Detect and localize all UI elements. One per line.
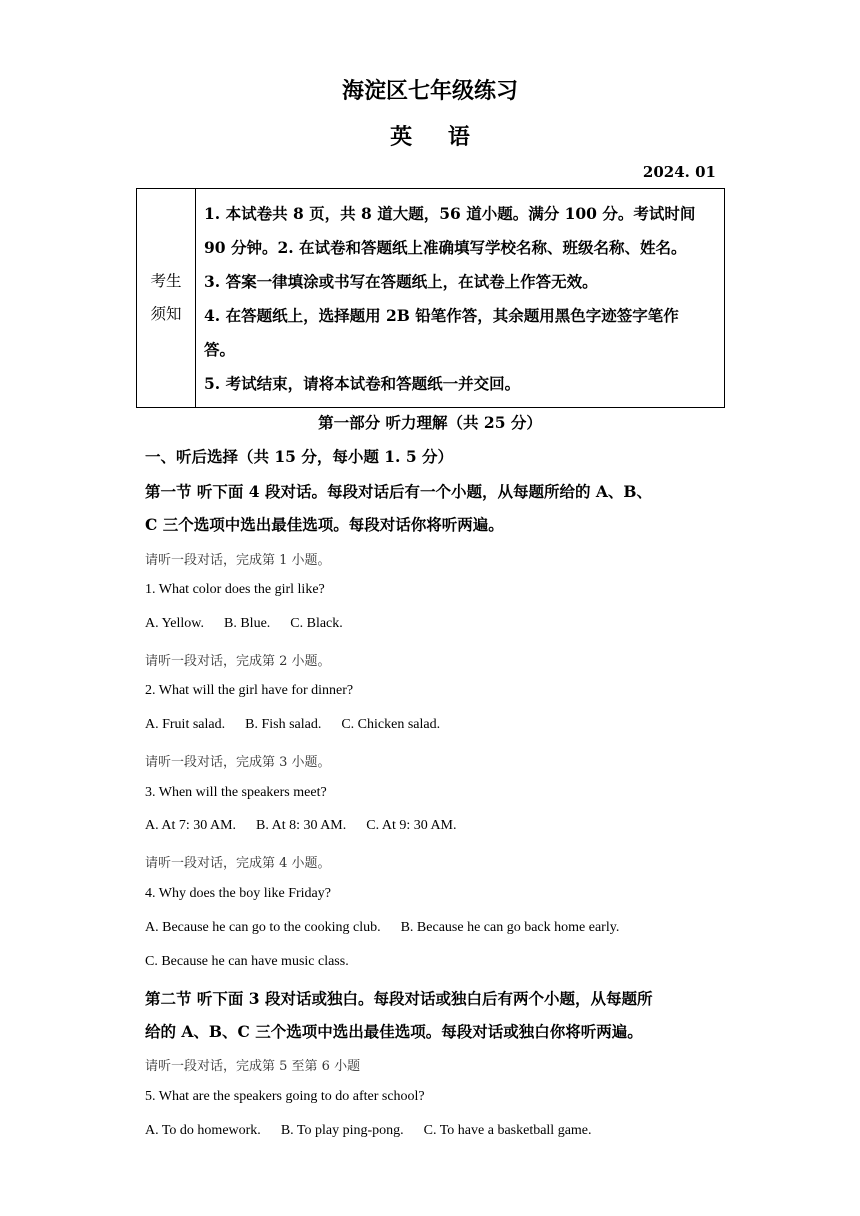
q1-option-a: A. Yellow. [145, 616, 204, 631]
notice-label-line: 考生 [150, 272, 182, 290]
q5-question: 5. What are the speakers going to do after school? [145, 1089, 425, 1104]
section-title: 一、听后选择（共 15 分，每小题 1. 5 分） [145, 447, 454, 466]
notice-line: 90 分钟。2. 在试卷和答题纸上准确填写学校名称、班级名称、姓名。 [204, 238, 687, 257]
q3-intro: 请听一段对话，完成第 3 小题。 [145, 755, 331, 770]
q2-options [145, 717, 460, 733]
q5-option-c: C. To have a basketball game. [423, 1123, 592, 1138]
q1-question: 1. What color does the girl like? [145, 582, 325, 597]
q5-intro: 请听一段对话，完成第 5 至第 6 小题 [145, 1059, 361, 1074]
section2-instructions: 第二节 听下面 3 段对话或独白。每段对话或独白后有两个小题，从每题所 [145, 989, 653, 1008]
q2-question: 2. What will the girl have for dinner? [145, 683, 354, 698]
q4-option-c: C. Because he can have music class. [145, 954, 349, 969]
q4-option-b: B. Because he can go back home early. [400, 920, 620, 935]
q4-options [145, 920, 639, 936]
notice-line: 1. 本试卷共 8 页，共 8 道大题，56 道小题。满分 100 分。考试时间 [204, 204, 696, 223]
q1-options [145, 616, 363, 632]
notice-line: 5. 考试结束，请将本试卷和答题纸一并交回。 [204, 374, 521, 393]
q3-option-a: A. At 7: 30 AM. [145, 818, 237, 833]
part-heading: 第一部分 听力理解（共 25 分） [318, 413, 542, 432]
notice-label-line: 须知 [150, 305, 182, 323]
q1-option-c: C. Black. [290, 616, 343, 631]
exam-date: 2024. 01 [642, 163, 716, 181]
subject-title: 英 语 [390, 124, 484, 150]
notice-line: 答。 [204, 340, 236, 359]
q4-question: 4. Why does the boy like Friday? [145, 886, 331, 901]
q3-question: 3. When will the speakers meet? [145, 785, 327, 800]
notice-line: 4. 在答题纸上，选择题用 2B 铅笔作答，其余题用黑色字迹签字笔作 [204, 306, 679, 325]
section2-instructions: 给的 A、B、C 三个选项中选出最佳选项。每段对话或独白你将听两遍。 [145, 1022, 643, 1041]
q2-option-c: C. Chicken salad. [341, 717, 441, 732]
q2-option-b: B. Fish salad. [245, 717, 322, 732]
q3-option-c: C. At 9: 30 AM. [366, 818, 457, 833]
notice-label [137, 189, 196, 408]
section1-instructions: 第一节 听下面 4 段对话。每段对话后有一个小题，从每题所给的 A、B、 [145, 482, 652, 501]
q5-option-a: A. To do homework. [145, 1123, 261, 1138]
notice-content [196, 189, 725, 408]
q4-option-a: A. Because he can go to the cooking club. [145, 920, 381, 935]
q1-intro: 请听一段对话，完成第 1 小题。 [145, 553, 331, 568]
q2-intro: 请听一段对话，完成第 2 小题。 [145, 654, 331, 669]
q3-options [145, 818, 477, 834]
q2-option-a: A. Fruit salad. [145, 717, 226, 732]
notice-table [136, 188, 725, 408]
exam-title: 海淀区七年级练习 [341, 78, 518, 104]
q1-option-b: B. Blue. [224, 616, 271, 631]
q5-options [145, 1123, 612, 1139]
notice-line: 3. 答案一律填涂或书写在答题纸上，在试卷上作答无效。 [204, 272, 598, 291]
q5-option-b: B. To play ping-pong. [280, 1123, 404, 1138]
section1-instructions: C 三个选项中选出最佳选项。每段对话你将听两遍。 [145, 515, 504, 534]
q4-intro: 请听一段对话，完成第 4 小题。 [145, 856, 331, 871]
q3-option-b: B. At 8: 30 AM. [256, 818, 347, 833]
